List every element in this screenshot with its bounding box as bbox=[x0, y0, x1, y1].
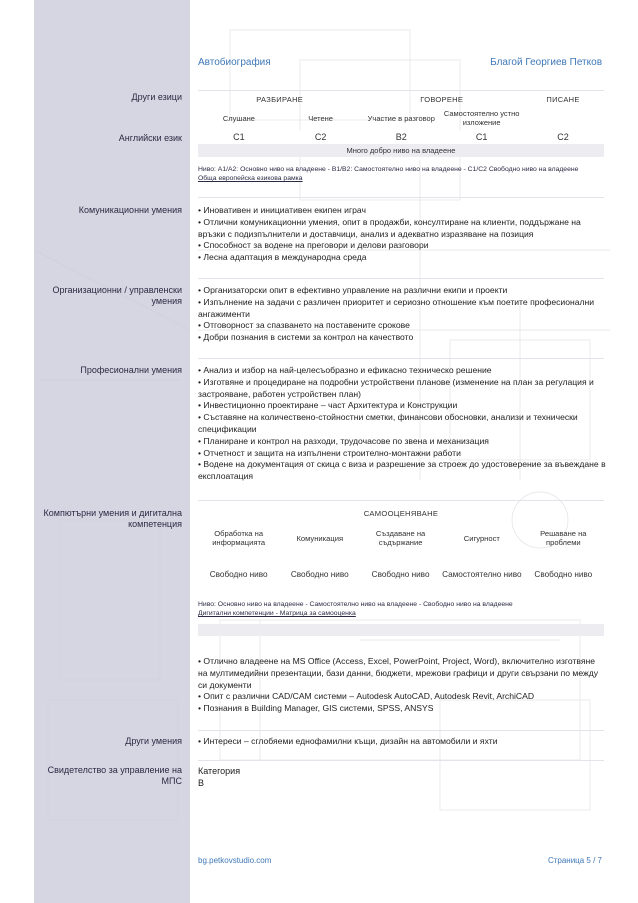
digital-header: Решаване на проблеми bbox=[540, 529, 587, 547]
other-skills-list bbox=[198, 736, 606, 748]
organisational-label: Организационни / управленски умения bbox=[52, 285, 182, 306]
divider bbox=[198, 500, 604, 501]
list-item: • Познания в Building Manager, GIS системи, SPSS, ANSYS bbox=[198, 703, 606, 715]
list-item: • Изпълнение на задачи с различен приоритет и сериозно отношение към поетите професионални ангажименти bbox=[198, 297, 606, 321]
digital-level: Свободно ниво bbox=[290, 569, 349, 579]
other-skills-label: Други умения bbox=[125, 736, 182, 746]
level-reading: C2 bbox=[314, 132, 327, 142]
list-item: • Изготвяне и процедиране на подробни устройствени планове (изменение на план за регулация и застрояване, работен устройствен план) bbox=[198, 377, 606, 401]
language-table bbox=[198, 92, 604, 157]
listening-header: Слушане bbox=[222, 113, 255, 123]
divider bbox=[198, 197, 604, 198]
level-writing: C2 bbox=[557, 132, 569, 142]
divider bbox=[198, 358, 604, 359]
language-note-text: Ниво: A1/A2: Основно ниво на владеене - B1/B2: Самостоятелно ниво на владеене - C1/C2 Свободно ниво на владеене bbox=[198, 166, 579, 173]
level-listening: C1 bbox=[233, 132, 245, 142]
list-item: • Организаторски опит в ефективно управление на различни екипи и проекти bbox=[198, 285, 606, 297]
list-item: • Опит с различни CAD/CAM системи – Autodesk AutoCAD, Autodesk Revit, ArchiCAD bbox=[198, 691, 606, 703]
footer-website[interactable]: bg.petkovstudio.com bbox=[198, 856, 272, 865]
divider bbox=[198, 90, 604, 91]
digital-note-text: Ниво: Основно ниво на владеене - Самостоятелно ниво на владеене - Свободно ниво на владеене bbox=[198, 601, 513, 608]
reading-header: Четене bbox=[308, 113, 333, 123]
digital-header: Създаване на съдържание bbox=[375, 529, 426, 547]
divider bbox=[198, 760, 604, 761]
list-item: • Интереси – сглобяеми еднофамилни къщи, дизайн на автомобили и яхти bbox=[198, 736, 606, 748]
professional-list bbox=[198, 365, 606, 483]
communication-list bbox=[198, 205, 606, 264]
list-item: • Иновативен и инициативен екипен играч bbox=[198, 205, 606, 217]
digital-level: Самостоятелно ниво bbox=[442, 569, 522, 579]
language-name: Английски език bbox=[118, 133, 182, 143]
list-item: • Лесна адаптация в международна среда bbox=[198, 252, 606, 264]
digital-label: Компютърни умения и дигитална компетенция bbox=[43, 508, 182, 529]
header-author: Благой Георгиев Петков bbox=[490, 57, 602, 68]
digital-certificate-bar bbox=[198, 624, 604, 636]
digital-note bbox=[198, 600, 513, 618]
digital-header: Комуникация bbox=[296, 533, 344, 543]
list-item: • Отлично владеене на MS Office (Access, Excel, PowerPoint, Project, Word), включително изготвяне на мултимедийни презентации, бази данни, бюджети, мрежови графици и други свързани по между си документи bbox=[198, 656, 606, 691]
organisational-list bbox=[198, 285, 606, 344]
digital-level: Свободно ниво bbox=[209, 569, 268, 579]
list-item: • Отговорност за спазването на поставените срокове bbox=[198, 320, 606, 332]
other-languages-label: Други езици bbox=[131, 92, 182, 102]
digital-matrix-link[interactable]: Дигитални компетенции - Матрица за самооценка bbox=[198, 610, 356, 617]
list-item: • Анализ и избор на най-целесъобразно и ефикасно техническо решение bbox=[198, 365, 606, 377]
digital-header: Обработка на информацията bbox=[212, 529, 266, 547]
digital-level: Свободно ниво bbox=[371, 569, 430, 579]
list-item: • Планиране и контрол на разходи, трудочасове по звена и механизация bbox=[198, 436, 606, 448]
digital-list bbox=[198, 656, 606, 715]
list-item: • Способност за водене на преговори и делови разговори bbox=[198, 240, 606, 252]
level-production: C1 bbox=[475, 132, 488, 142]
list-item: • Съставяне на количествено-стойностни сметки, финансови обосновки, анализи и технически спецификации bbox=[198, 412, 606, 436]
understanding-header: РАЗБИРАНЕ bbox=[256, 94, 304, 104]
production-header: Самостоятелно устно изложение bbox=[443, 109, 520, 127]
interaction-header: Участие в разговор bbox=[367, 113, 435, 123]
list-item: • Инвестиционно проектиране – част Архитектура и Конструкции bbox=[198, 400, 606, 412]
list-item: • Отчетност и защита на изпълнени строително-монтажни работи bbox=[198, 448, 606, 460]
digital-table bbox=[198, 506, 604, 592]
digital-level: Свободно ниво bbox=[534, 569, 593, 579]
footer-page-number: Страница 5 / 7 bbox=[547, 856, 602, 865]
driving-license-label: Свидетелство за управление на МПС bbox=[47, 765, 182, 786]
license-category-label: Категория bbox=[198, 766, 241, 776]
cefr-link[interactable]: Обща европейска езикова рамка bbox=[198, 175, 303, 182]
professional-label: Професионални умения bbox=[80, 365, 182, 375]
level-interaction: B2 bbox=[395, 132, 407, 142]
list-item: • Водене на документация от скица с виза и разрешение за строеж до удостоверение за въвеждане в експлоатация bbox=[198, 459, 606, 483]
language-note bbox=[198, 165, 578, 183]
communication-label: Комуникационни умения bbox=[78, 205, 182, 215]
divider bbox=[198, 278, 604, 279]
header-title: Автобиография bbox=[198, 57, 271, 68]
digital-header: Сигурност bbox=[463, 533, 500, 543]
list-item: • Добри познания в системи за контрол на качеството bbox=[198, 332, 606, 344]
writing-header: ПИСАНЕ bbox=[546, 94, 580, 104]
driving-license-value bbox=[198, 765, 240, 789]
speaking-header: ГОВОРЕНЕ bbox=[420, 94, 464, 104]
license-category-value: B bbox=[198, 778, 205, 788]
divider bbox=[198, 730, 604, 731]
writing-subheader bbox=[522, 106, 604, 130]
list-item: • Отлични комуникационни умения, опит в продажби, консултиране на клиенти, поддържане на връзки с подизпълнители и доставчици, анализ и адекватно изразяване на позиция bbox=[198, 217, 606, 241]
language-certificate: Много добро ниво на владеене bbox=[346, 146, 456, 155]
self-assessment-caption: САМООЦЕНЯВАНЕ bbox=[363, 508, 439, 518]
